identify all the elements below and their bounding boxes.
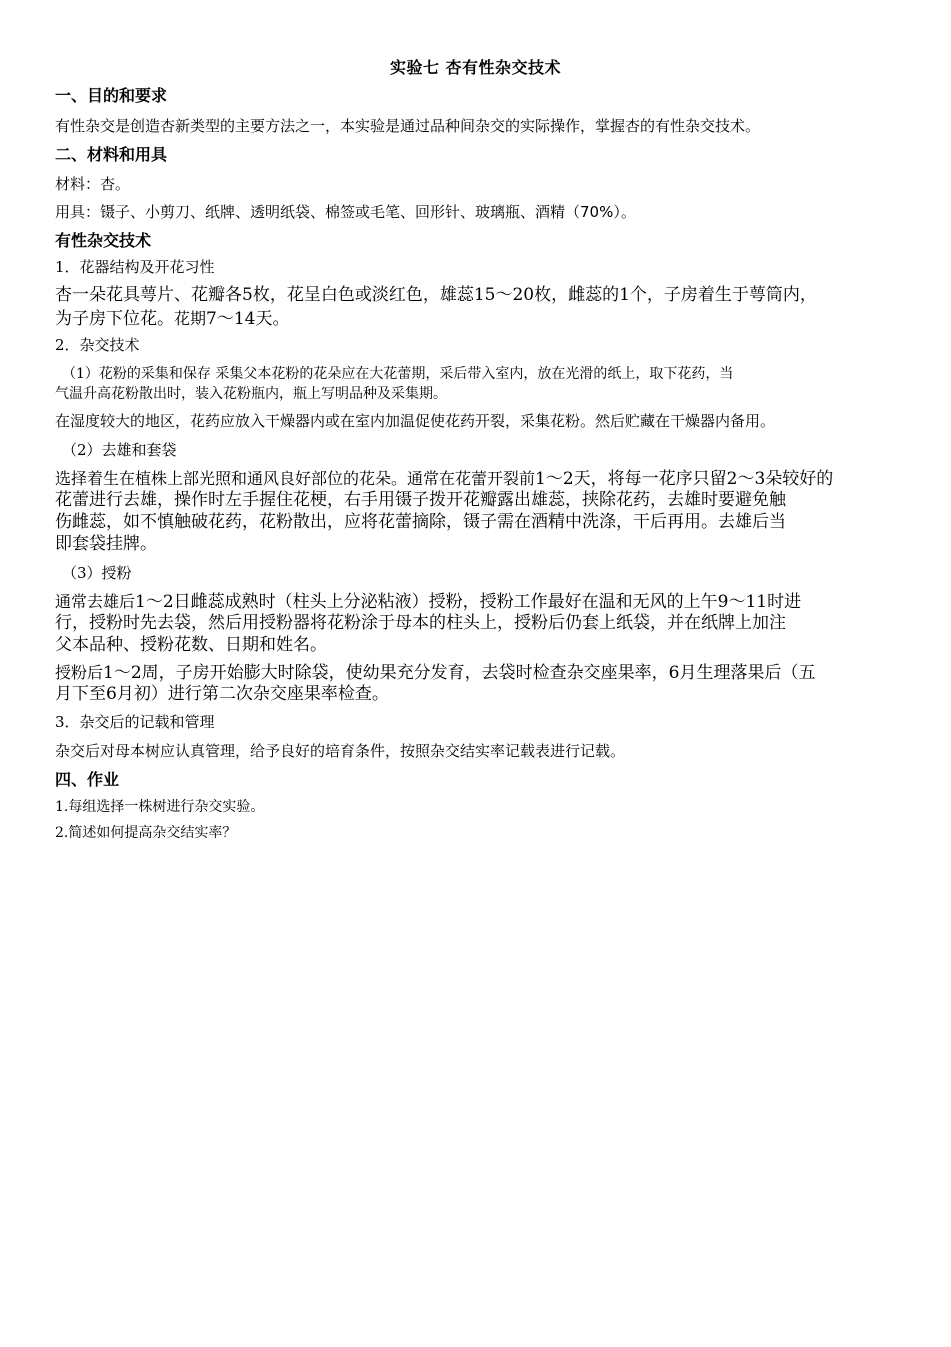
fruit-set-line-1 xyxy=(55,662,905,684)
emasculation-line-3: 伤雌蕊，如不慎触破花药，花粉散出，应将花蕾摘除，镊子需在酒精中洗涤，干后再用。去雄后当 xyxy=(55,512,786,532)
pollination-line-1 xyxy=(55,591,905,613)
tools-line: 用具：镊子、小剪刀、纸牌、透明纸袋、棉签或毛笔、回形针、玻璃瓶、酒精（70%）。 xyxy=(55,203,636,221)
pollination-title: （3）授粉 xyxy=(62,564,132,582)
emasculation-line-1 xyxy=(55,468,905,490)
section-heading-technique: 有性杂交技术 xyxy=(55,231,152,250)
flower-structure-text-b: 花期 xyxy=(174,309,207,328)
document-title: 实验七 杏有性杂交技术 xyxy=(389,58,562,77)
emasculation-title: （2）去雄和套袋 xyxy=(62,441,177,459)
flower-structure-text-c: 7～14天。 xyxy=(206,309,290,329)
records-paragraph: 杂交后对母本树应认真管理，给予良好的培育条件，按照杂交结实率记载表进行记载。 xyxy=(55,742,626,760)
flower-structure-text-a: 为子房下位花。 xyxy=(55,309,174,329)
subsection-title-flower-structure: 1．花器结构及开花习性 xyxy=(55,258,215,276)
section-heading-materials: 二、材料和用具 xyxy=(55,145,168,164)
pollination-text-b: 1～2日雌蕊成熟时（柱头上分泌粘液）授粉，授粉工作最好在温和无风的上午9～11时进 xyxy=(135,592,802,612)
pollination-line-3: 父本品种、授粉花数、日期和姓名。 xyxy=(55,635,327,655)
emasculation-line-2: 花蕾进行去雄，操作时左手握住花梗，右手用镊子拨开花瓣露出雄蕊，挟除花药，去雄时要避免触 xyxy=(55,490,786,510)
fruit-set-text-b: 1～2周，子房开始膨大时除袋，使幼果充分发育，去袋时检查杂交座果率，6月生理落果后（五 xyxy=(103,663,816,683)
emasculation-text-a: 选择着生在植株上部光照和通风良好部位的花朵。通常在花蕾开裂前 xyxy=(55,469,536,488)
homework-item-2: 2.简述如何提高杂交结实率？ xyxy=(55,825,237,841)
flower-structure-line-1: 杏一朵花具萼片、花瓣各5枚，花呈白色或淡红色，雄蕊15～20枚，雌蕊的1个，子房着生于萼筒内， xyxy=(55,285,817,305)
section-heading-homework: 四、作业 xyxy=(55,770,120,789)
pollen-collection-line-2: 气温升高花粉散出时，装入花粉瓶内，瓶上写明品种及采集期。 xyxy=(55,386,447,402)
pollen-storage-note: 在湿度较大的地区，花药应放入干燥器内或在室内加温促使花药开裂，采集花粉。然后贮藏在干燥器内备用。 xyxy=(55,412,776,430)
subsection-title-hybridization: 2．杂交技术 xyxy=(55,336,140,354)
pollination-text-a: 通常去雄后 xyxy=(55,592,136,611)
section-heading-purpose: 一、目的和要求 xyxy=(55,86,168,105)
materials-line: 材料：杏。 xyxy=(55,175,131,193)
fruit-set-text-a: 授粉后 xyxy=(55,663,104,682)
emasculation-text-b: 1～2天，将每一花序只留2～3朵较好的 xyxy=(535,469,834,489)
pollen-collection-line-1: （1）花粉的采集和保存 采集父本花粉的花朵应在大花蕾期，采后带入室内，放在光滑的纸上，取下花药，当 xyxy=(62,366,734,382)
purpose-paragraph: 有性杂交是创造杏新类型的主要方法之一，本实验是通过品种间杂交的实际操作，掌握杏的有性杂交技术。 xyxy=(55,117,761,135)
homework-item-1: 1.每组选择一株树进行杂交实验。 xyxy=(55,799,265,815)
subsection-title-records: 3．杂交后的记载和管理 xyxy=(55,713,215,731)
flower-structure-line-2 xyxy=(55,308,905,330)
emasculation-line-4: 即套袋挂牌。 xyxy=(55,534,157,554)
fruit-set-line-2: 月下至6月初）进行第二次杂交座果率检查。 xyxy=(55,684,389,704)
pollination-line-2: 行，授粉时先去袋，然后用授粉器将花粉涂于母本的柱头上，授粉后仍套上纸袋，并在纸牌上加注 xyxy=(55,613,786,633)
